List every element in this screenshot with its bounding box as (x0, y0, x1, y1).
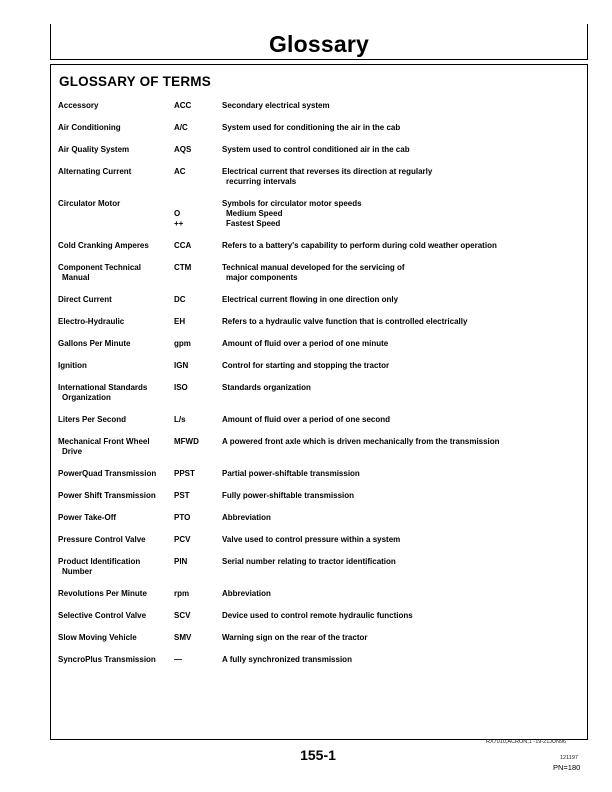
term (58, 123, 170, 133)
term (58, 101, 170, 111)
definition (222, 263, 584, 283)
term (58, 263, 170, 283)
abbreviation (174, 295, 220, 305)
term (58, 437, 170, 457)
term (58, 589, 170, 599)
abbreviation-line: — (174, 655, 182, 664)
date-code: 121197 (560, 755, 578, 761)
term (58, 415, 170, 425)
abbreviation-line: ISO (174, 383, 188, 392)
definition-line: Amount of fluid over a period of one second (222, 415, 391, 424)
definition-line: Secondary electrical system (222, 101, 330, 110)
abbreviation-line: PPST (174, 469, 195, 478)
section-heading: GLOSSARY OF TERMS (59, 74, 211, 89)
term (58, 535, 170, 545)
term (58, 383, 170, 403)
abbreviation (174, 535, 220, 545)
abbreviation-line: MFWD (174, 437, 199, 446)
term-line: Ignition (58, 361, 87, 370)
term (58, 295, 170, 305)
term (58, 241, 170, 251)
term-line: SyncroPlus Transmission (58, 655, 156, 664)
definition (222, 123, 584, 133)
term-line: Air Conditioning (58, 123, 121, 132)
term (58, 339, 170, 349)
document-reference: RX7010,ACRON,1 -19-21JUN96 (486, 739, 567, 745)
abbreviation-line: PST (174, 491, 190, 500)
abbreviation (174, 589, 220, 599)
definition-line: Technical manual developed for the servicing of (222, 263, 405, 272)
abbreviation (174, 263, 220, 273)
abbreviation (174, 123, 220, 133)
abbreviation (174, 491, 220, 501)
term (58, 199, 170, 209)
term (58, 611, 170, 621)
term-line: Power Take-Off (58, 513, 117, 522)
abbreviation-line: SCV (174, 611, 191, 620)
term-line: Number (62, 567, 93, 576)
term-line: Mechanical Front Wheel (58, 437, 150, 446)
definition-line: Electrical current that reverses its direction at regularly (222, 167, 433, 176)
definition (222, 655, 584, 665)
abbreviation (174, 611, 220, 621)
term (58, 491, 170, 501)
definition (222, 101, 584, 111)
abbreviation (174, 513, 220, 523)
abbreviation-line: SMV (174, 633, 192, 642)
abbreviation (174, 145, 220, 155)
definition-line: Abbreviation (222, 589, 271, 598)
abbreviation-line: PIN (174, 557, 188, 566)
abbreviation (174, 437, 220, 447)
definition-line: A fully synchronized transmission (222, 655, 352, 664)
term-line: Pressure Control Valve (58, 535, 146, 544)
definition (222, 535, 584, 545)
abbreviation-line: CTM (174, 263, 192, 272)
definition-line: Partial power-shiftable transmission (222, 469, 360, 478)
abbreviation-line: rpm (174, 589, 190, 598)
term-line: International Standards (58, 383, 148, 392)
term (58, 469, 170, 479)
term-line: Product Identification (58, 557, 141, 566)
definition-line: Amount of fluid over a period of one minute (222, 339, 389, 348)
definition-line: Symbols for circulator motor speeds (222, 199, 362, 208)
term-line: Alternating Current (58, 167, 132, 176)
term (58, 167, 170, 177)
term-line: Organization (62, 393, 111, 402)
abbreviation-line: O (174, 209, 181, 218)
abbreviation-line: ACC (174, 101, 192, 110)
definition-line: Valve used to control pressure within a system (222, 535, 401, 544)
abbreviation-line: IGN (174, 361, 189, 370)
abbreviation (174, 383, 220, 393)
pn-number: PN=180 (553, 763, 581, 772)
abbreviation-line: AQS (174, 145, 192, 154)
definition-line: Refers to a battery's capability to perform during cold weather operation (222, 241, 497, 250)
term-line: Electro-Hydraulic (58, 317, 125, 326)
definition (222, 491, 584, 501)
definition-line: Refers to a hydraulic valve function that is controlled electrically (222, 317, 468, 326)
page-title: Glossary (268, 31, 370, 57)
definition (222, 383, 584, 393)
term-line: Drive (62, 447, 83, 456)
definition (222, 145, 584, 155)
definition (222, 361, 584, 371)
abbreviation (174, 655, 220, 665)
term (58, 655, 170, 665)
abbreviation (174, 415, 220, 425)
definition (222, 199, 584, 229)
abbreviation-line: gpm (174, 339, 191, 348)
term-line: Cold Cranking Amperes (58, 241, 149, 250)
definition (222, 513, 584, 523)
term (58, 317, 170, 327)
definition (222, 437, 584, 447)
definition (222, 241, 584, 251)
definition (222, 633, 584, 643)
term (58, 513, 170, 523)
definition-line: Fully power-shiftable transmission (222, 491, 355, 500)
definition (222, 317, 584, 327)
definition-line: System used for conditioning the air in the cab (222, 123, 401, 132)
term-line: Power Shift Transmission (58, 491, 156, 500)
definition (222, 589, 584, 599)
term-line: Selective Control Valve (58, 611, 147, 620)
term-line: Liters Per Second (58, 415, 127, 424)
term-line: PowerQuad Transmission (58, 469, 157, 478)
term (58, 557, 170, 577)
term-line: Slow Moving Vehicle (58, 633, 137, 642)
abbreviation-line (174, 199, 220, 209)
term (58, 361, 170, 371)
term-line: Circulator Motor (58, 199, 121, 208)
definition-line: Device used to control remote hydraulic functions (222, 611, 413, 620)
definition-line: A powered front axle which is driven mechanically from the transmission (222, 437, 500, 446)
definition-line: Fastest Speed (226, 219, 281, 228)
abbreviation-line: A/C (174, 123, 188, 132)
abbreviation-line: L/s (174, 415, 186, 424)
definition-line: Electrical current flowing in one direction only (222, 295, 399, 304)
term (58, 633, 170, 643)
abbreviation (174, 199, 220, 229)
definition-line: Medium Speed (226, 209, 283, 218)
definition-line: Warning sign on the rear of the tractor (222, 633, 368, 642)
page-number: 155-1 (300, 747, 336, 763)
definition-line: major components (226, 273, 298, 282)
abbreviation-line: EH (174, 317, 186, 326)
abbreviation (174, 167, 220, 177)
abbreviation (174, 101, 220, 111)
abbreviation (174, 361, 220, 371)
definition (222, 167, 584, 187)
term-line: Component Technical (58, 263, 141, 272)
abbreviation-line: ++ (174, 219, 184, 228)
term (58, 145, 170, 155)
definition-line: Serial number relating to tractor identification (222, 557, 396, 566)
abbreviation (174, 339, 220, 349)
definition (222, 295, 584, 305)
title-box (50, 24, 588, 60)
definition (222, 611, 584, 621)
definition-line: Abbreviation (222, 513, 271, 522)
term-line: Air Quality System (58, 145, 130, 154)
abbreviation (174, 469, 220, 479)
abbreviation (174, 557, 220, 567)
definition-line: System used to control conditioned air in the cab (222, 145, 410, 154)
term-line: Manual (62, 273, 90, 282)
abbreviation (174, 241, 220, 251)
term-line: Accessory (58, 101, 99, 110)
abbreviation (174, 633, 220, 643)
term-line: Direct Current (58, 295, 112, 304)
definition-line: Control for starting and stopping the tractor (222, 361, 390, 370)
abbreviation-line: CCA (174, 241, 192, 250)
definition-line: Standards organization (222, 383, 311, 392)
abbreviation-line: PCV (174, 535, 191, 544)
definition (222, 339, 584, 349)
term-line: Revolutions Per Minute (58, 589, 147, 598)
definition (222, 415, 584, 425)
abbreviation-line: AC (174, 167, 186, 176)
definition-line: recurring intervals (226, 177, 297, 186)
definition (222, 469, 584, 479)
definition (222, 557, 584, 567)
glossary-panel (50, 64, 588, 740)
abbreviation-line: PTO (174, 513, 191, 522)
abbreviation-line: DC (174, 295, 186, 304)
abbreviation (174, 317, 220, 327)
term-line: Gallons Per Minute (58, 339, 131, 348)
